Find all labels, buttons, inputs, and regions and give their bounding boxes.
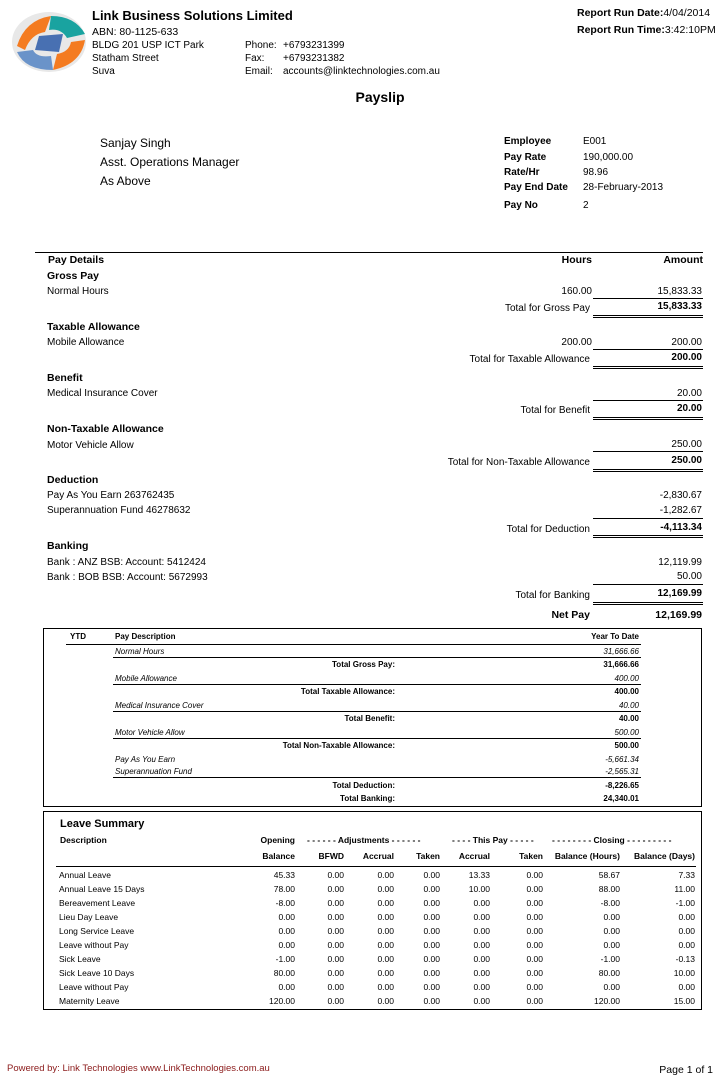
pay-row-hours: 160.00: [561, 286, 592, 297]
page-title: Payslip: [355, 89, 405, 105]
leave-row-value: 0.00: [526, 996, 543, 1006]
ytd-item-value: -5,661.34: [605, 755, 639, 764]
leave-row-value: -0.13: [675, 954, 695, 964]
leave-row-value: 0.00: [678, 940, 695, 950]
hours-header: Hours: [561, 254, 592, 266]
leave-row-value: 0.00: [278, 940, 295, 950]
ytd-total-value: 500.00: [614, 741, 639, 750]
divider: [593, 349, 703, 350]
pay-row-amount: 250.00: [671, 439, 702, 450]
divider: [113, 657, 641, 658]
pay-row-desc: Motor Vehicle Allow: [47, 440, 134, 451]
leave-row-value: 0.00: [423, 884, 440, 894]
leave-row-value: 0.00: [423, 968, 440, 978]
meta-value: 28-February-2013: [583, 182, 664, 193]
leave-row-value: -8.00: [275, 898, 295, 908]
report-run-time: [577, 24, 716, 36]
ytd-banking-value: 24,340.01: [603, 794, 639, 803]
leave-row-value: 0.00: [423, 870, 440, 880]
ytd-item-value: 500.00: [614, 728, 639, 737]
leave-row-value: 0.00: [278, 982, 295, 992]
section-total: 12,169.99: [657, 588, 702, 599]
report-run-date: [577, 7, 710, 19]
leave-col-header: Accrual: [458, 851, 490, 861]
divider: [593, 419, 703, 420]
pay-row-desc: Medical Insurance Cover: [47, 388, 158, 399]
address-line: BLDG 201 USP ICT Park: [92, 40, 204, 51]
leave-row-desc: Sick Leave: [59, 954, 101, 964]
leave-row-value: -1.00: [675, 898, 695, 908]
leave-row-value: 0.00: [473, 940, 490, 950]
leave-row-value: 0.00: [377, 982, 394, 992]
leave-col-header: Accrual: [362, 851, 394, 861]
leave-row-value: 78.00: [273, 884, 295, 894]
leave-row-value: 0.00: [377, 884, 394, 894]
leave-row-value: 0.00: [603, 940, 620, 950]
leave-row-value: 0.00: [327, 884, 344, 894]
section-total-label: Total for Deduction: [506, 524, 590, 535]
section-title: Taxable Allowance: [47, 321, 140, 333]
leave-row-value: 0.00: [377, 954, 394, 964]
leave-row-value: 120.00: [269, 996, 295, 1006]
leave-row-value: 0.00: [423, 982, 440, 992]
leave-row-value: 0.00: [526, 982, 543, 992]
amount-header: Amount: [663, 254, 703, 266]
divider: [593, 604, 703, 605]
leave-row-value: 15.00: [673, 996, 695, 1006]
leave-row-value: 0.00: [278, 912, 295, 922]
pay-row-desc: Mobile Allowance: [47, 337, 125, 348]
leave-row-value: 0.00: [327, 870, 344, 880]
net-pay-value: 12,169.99: [655, 609, 702, 621]
leave-row-value: 0.00: [377, 926, 394, 936]
leave-row-value: 45.33: [273, 870, 295, 880]
leave-col-header: Taken: [519, 851, 543, 861]
leave-row-value: 0.00: [473, 926, 490, 936]
leave-col-header: Taken: [416, 851, 440, 861]
divider: [66, 644, 641, 645]
ytd-total-label: Total Gross Pay:: [332, 660, 395, 669]
leave-row-value: 0.00: [678, 912, 695, 922]
employee-name: Sanjay Singh: [100, 136, 171, 150]
meta-label: Employee: [504, 136, 552, 147]
leave-row-value: -1.00: [600, 954, 620, 964]
pay-row-amount: 50.00: [676, 571, 702, 582]
leave-row-desc: Maternity Leave: [59, 996, 120, 1006]
ytd-item-value: 400.00: [614, 674, 639, 683]
leave-row-desc: Annual Leave: [59, 870, 111, 880]
divider: [593, 535, 703, 536]
divider: [593, 366, 703, 367]
leave-row-value: 0.00: [327, 982, 344, 992]
leave-row-value: 0.00: [678, 982, 695, 992]
leave-row-value: 0.00: [377, 968, 394, 978]
leave-col-header: BFWD: [318, 851, 344, 861]
pay-details-header: Pay Details: [48, 254, 105, 266]
divider: [593, 518, 703, 519]
section-total: 200.00: [671, 352, 702, 363]
section-total-label: Total for Gross Pay: [504, 303, 590, 314]
divider: [593, 537, 703, 538]
leave-row-desc: Long Service Leave: [59, 926, 135, 936]
leave-row-value: 11.00: [674, 884, 695, 894]
email-label: Email:: [245, 66, 273, 77]
leave-row-value: 0.00: [526, 926, 543, 936]
leave-row-value: 13.33: [468, 870, 490, 880]
company-abn: ABN: 80-1125-633: [92, 26, 179, 38]
ytd-item-value: -2,565.31: [605, 767, 639, 776]
leave-row-value: 0.00: [377, 898, 394, 908]
leave-row-value: 80.00: [273, 968, 295, 978]
leave-row-value: 0.00: [423, 898, 440, 908]
divider: [593, 602, 703, 603]
leave-row-value: 0.00: [377, 912, 394, 922]
ytd-total-value: 40.00: [618, 714, 639, 723]
meta-label: Rate/Hr: [504, 167, 540, 178]
fax-value: +6793231382: [283, 53, 345, 64]
leave-row-value: 0.00: [603, 926, 620, 936]
pay-row-desc: Pay As You Earn 263762435: [47, 490, 175, 501]
leave-col-header: Balance (Days): [634, 851, 695, 861]
leave-col-header: Balance: [262, 851, 295, 861]
meta-label: Pay End Date: [504, 182, 568, 193]
leave-row-value: 0.00: [423, 940, 440, 950]
ytd-total-value: 31,666.66: [603, 660, 639, 669]
leave-row-value: 120.00: [594, 996, 620, 1006]
divider: [113, 777, 641, 778]
leave-row-value: -1.00: [275, 954, 295, 964]
leave-row-value: 0.00: [377, 870, 394, 880]
leave-row-value: 0.00: [526, 954, 543, 964]
pay-row-amount: 12,119.99: [658, 557, 702, 568]
leave-row-value: 0.00: [327, 996, 344, 1006]
phone-value: +6793231399: [283, 40, 345, 51]
ytd-item-desc: Pay As You Earn: [115, 755, 176, 764]
section-total-label: Total for Non-Taxable Allowance: [447, 457, 590, 468]
section-total: 15,833.33: [657, 301, 702, 312]
leave-row-value: 0.00: [327, 926, 344, 936]
section-total-label: Total for Banking: [515, 590, 590, 601]
meta-value: 2: [583, 200, 589, 211]
leave-row-value: 0.00: [278, 926, 295, 936]
ytd-item-value: 31,666.66: [603, 647, 639, 656]
ytd-total-label: Total Taxable Allowance:: [300, 687, 395, 696]
fax-label: Fax:: [245, 53, 265, 64]
phone-label: Phone:: [245, 40, 277, 51]
leave-row-value: 0.00: [473, 912, 490, 922]
ytd-col-header: Year To Date: [591, 632, 639, 641]
leave-row-value: 0.00: [603, 912, 620, 922]
ytd-total-label: Total Benefit:: [344, 714, 395, 723]
meta-value: 190,000.00: [583, 152, 634, 163]
ytd-total-value: 400.00: [614, 687, 639, 696]
net-pay-label: Net Pay: [551, 609, 590, 621]
report-run-time-value: 3:42:10PM: [664, 24, 716, 36]
leave-summary-title: Leave Summary: [60, 818, 145, 830]
ytd-item-desc: Motor Vehicle Allow: [115, 728, 185, 737]
section-total-label: Total for Benefit: [520, 405, 590, 416]
report-run-time-label: Report Run Time:: [577, 24, 665, 36]
ytd-item-desc: Superannuation Fund: [115, 767, 192, 776]
employee-address: As Above: [100, 174, 151, 188]
leave-col-header: Description: [60, 835, 107, 845]
divider: [593, 298, 703, 299]
section-title: Gross Pay: [47, 270, 99, 282]
leave-row-value: 0.00: [678, 926, 695, 936]
section-title: Banking: [47, 540, 89, 552]
pay-row-desc: Normal Hours: [47, 286, 109, 297]
divider: [593, 317, 703, 318]
divider: [593, 584, 703, 585]
leave-row-value: 0.00: [473, 954, 490, 964]
leave-row-value: 10.00: [468, 884, 490, 894]
pay-row-amount: 15,833.33: [657, 286, 702, 297]
ytd-total-value: -8,226.65: [605, 781, 639, 790]
leave-row-desc: Bereavement Leave: [59, 898, 136, 908]
divider: [593, 400, 703, 401]
divider: [113, 738, 641, 739]
leave-row-value: 0.00: [526, 898, 543, 908]
ytd-col-header: Pay Description: [115, 632, 176, 641]
leave-row-value: 0.00: [423, 996, 440, 1006]
leave-row-desc: Annual Leave 15 Days: [59, 884, 145, 894]
leave-row-value: 0.00: [526, 884, 543, 894]
leave-row-value: 0.00: [526, 968, 543, 978]
ytd-total-label: Total Non-Taxable Allowance:: [282, 741, 395, 750]
pay-row-desc: Bank : ANZ BSB: Account: 5412424: [47, 557, 206, 568]
divider: [593, 451, 703, 452]
divider: [593, 469, 703, 470]
ytd-total-label: Total Deduction:: [332, 781, 395, 790]
divider: [593, 368, 703, 369]
leave-col-header: Balance (Hours): [554, 851, 620, 861]
pay-row-amount: 200.00: [671, 337, 702, 348]
meta-value: E001: [583, 136, 607, 147]
divider: [113, 684, 641, 685]
leave-row-value: 88.00: [598, 884, 620, 894]
leave-col-header: - - - - This Pay - - - - -: [452, 835, 534, 845]
pay-row-amount: -1,282.67: [659, 505, 702, 516]
meta-value: 98.96: [583, 167, 609, 178]
pay-row-hours: 200.00: [561, 337, 592, 348]
email-value[interactable]: accounts@linktechnologies.com.au: [283, 66, 440, 77]
pay-row-amount: -2,830.67: [659, 490, 702, 501]
divider: [593, 471, 703, 472]
leave-row-desc: Leave without Pay: [59, 982, 129, 992]
leave-row-desc: Lieu Day Leave: [59, 912, 119, 922]
divider: [35, 252, 703, 253]
section-title: Non-Taxable Allowance: [47, 423, 164, 435]
leave-row-value: 0.00: [423, 912, 440, 922]
company-name: Link Business Solutions Limited: [92, 8, 293, 23]
pay-row-desc: Bank : BOB BSB: Account: 5672993: [47, 572, 208, 583]
leave-row-value: 0.00: [473, 968, 490, 978]
powered-by[interactable]: Powered by: Link Technologies www.LinkTechnologies.com.au: [7, 1063, 270, 1074]
leave-row-value: 0.00: [526, 912, 543, 922]
section-title: Benefit: [47, 372, 83, 384]
leave-row-desc: Leave without Pay: [59, 940, 129, 950]
leave-row-value: 0.00: [327, 940, 344, 950]
divider: [593, 417, 703, 418]
leave-row-value: 7.33: [678, 870, 695, 880]
leave-row-value: 10.00: [673, 968, 695, 978]
ytd-item-desc: Medical Insurance Cover: [115, 701, 204, 710]
employee-position: Asst. Operations Manager: [100, 155, 240, 169]
ytd-item-desc: Mobile Allowance: [115, 674, 177, 683]
section-total: 20.00: [676, 403, 702, 414]
divider: [56, 866, 696, 867]
leave-row-value: 0.00: [526, 870, 543, 880]
leave-row-desc: Sick Leave 10 Days: [59, 968, 135, 978]
leave-col-header: Opening: [260, 835, 295, 845]
leave-row-value: 0.00: [526, 940, 543, 950]
leave-row-value: 0.00: [473, 982, 490, 992]
leave-row-value: 0.00: [423, 926, 440, 936]
leave-row-value: 0.00: [327, 898, 344, 908]
leave-row-value: 0.00: [377, 996, 394, 1006]
ytd-banking-label: Total Banking:: [340, 794, 395, 803]
leave-col-header: - - - - - - Adjustments - - - - - -: [307, 835, 421, 845]
leave-row-value: 0.00: [473, 996, 490, 1006]
ytd-item-value: 40.00: [618, 701, 639, 710]
report-run-date-label: Report Run Date:: [577, 7, 664, 19]
report-run-date-value: 4/04/2014: [663, 7, 711, 19]
section-title: Deduction: [47, 474, 99, 486]
leave-row-value: 0.00: [327, 954, 344, 964]
ytd-item-desc: Normal Hours: [115, 647, 165, 656]
address-line: Suva: [92, 66, 115, 77]
meta-label: Pay No: [504, 200, 538, 211]
leave-row-value: 80.00: [598, 968, 620, 978]
leave-row-value: 0.00: [327, 912, 344, 922]
leave-col-header: - - - - - - - - Closing - - - - - - - - -: [552, 835, 672, 845]
leave-row-value: 0.00: [327, 968, 344, 978]
section-total: 250.00: [671, 455, 702, 466]
pay-row-desc: Superannuation Fund 46278632: [47, 505, 191, 516]
pay-row-amount: 20.00: [676, 388, 702, 399]
leave-row-value: 0.00: [423, 954, 440, 964]
meta-label: Pay Rate: [504, 152, 547, 163]
page-number: Page 1 of 1: [659, 1064, 713, 1076]
leave-row-value: -8.00: [600, 898, 620, 908]
ytd-col-header: YTD: [70, 632, 86, 641]
address-line: Statham Street: [92, 53, 159, 64]
section-total-label: Total for Taxable Allowance: [469, 354, 590, 365]
divider: [593, 315, 703, 316]
leave-row-value: 0.00: [473, 898, 490, 908]
leave-row-value: 0.00: [377, 940, 394, 950]
section-total: -4,113.34: [660, 522, 702, 533]
leave-row-value: 58.67: [598, 870, 620, 880]
company-logo: [11, 10, 89, 74]
leave-row-value: 0.00: [603, 982, 620, 992]
divider: [113, 711, 641, 712]
